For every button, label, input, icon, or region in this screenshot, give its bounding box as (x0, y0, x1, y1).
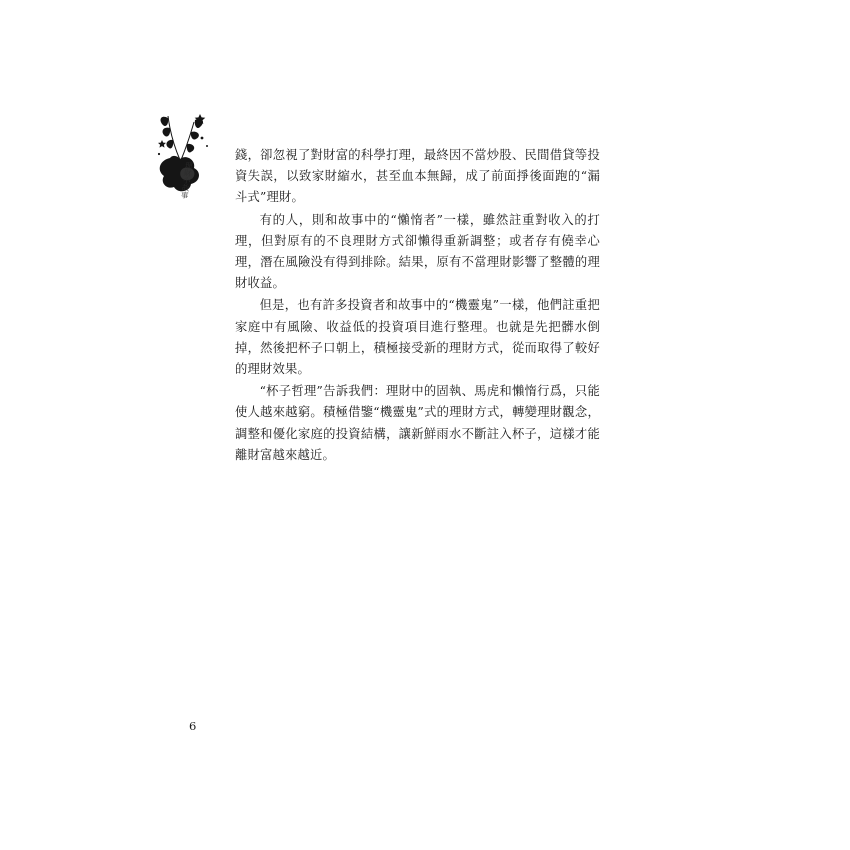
paragraph-2: 有的人，則和故事中的“懶惰者”一樣，雖然註重對收入的打理，但對原有的不良理財方式卻懶得重新調整；或者存有僥幸心理，潛在風險没有得到排除。結果，原有不當理財影響了整體的理財收益。 (235, 212, 600, 291)
paragraph-4: “杯子哲理”告訴我們：理財中的固執、馬虎和懶惰行爲，只能使人越來越窮。積極借鑒“機靈鬼”式的理財方式，轉變理財觀念，調整和優化家庭的投資結構，讓新鮮雨水不斷註入杯子，這樣才能離財富越來越近。 (235, 384, 600, 462)
page-number: 6 (189, 719, 197, 733)
ornament-caption: 理財小故事 (179, 160, 194, 200)
paragraph-1: 錢，卻忽視了對財富的科學打理，最終因不當炒股、民間借貸等投資失誤，以致家財縮水，甚至血本無歸，成了前面掙後面跑的“漏斗式”理財。 (235, 148, 600, 205)
page-body-text (235, 145, 600, 467)
paragraph-3: 但是，也有許多投資者和故事中的“機靈鬼”一樣，他們註重把家庭中有風險、收益低的投資項目進行整理。也就是先把髒水倒掉，然後把杯子口朝上，積極接受新的理財方式，從而取得了較好的理財效果。 (235, 298, 600, 377)
